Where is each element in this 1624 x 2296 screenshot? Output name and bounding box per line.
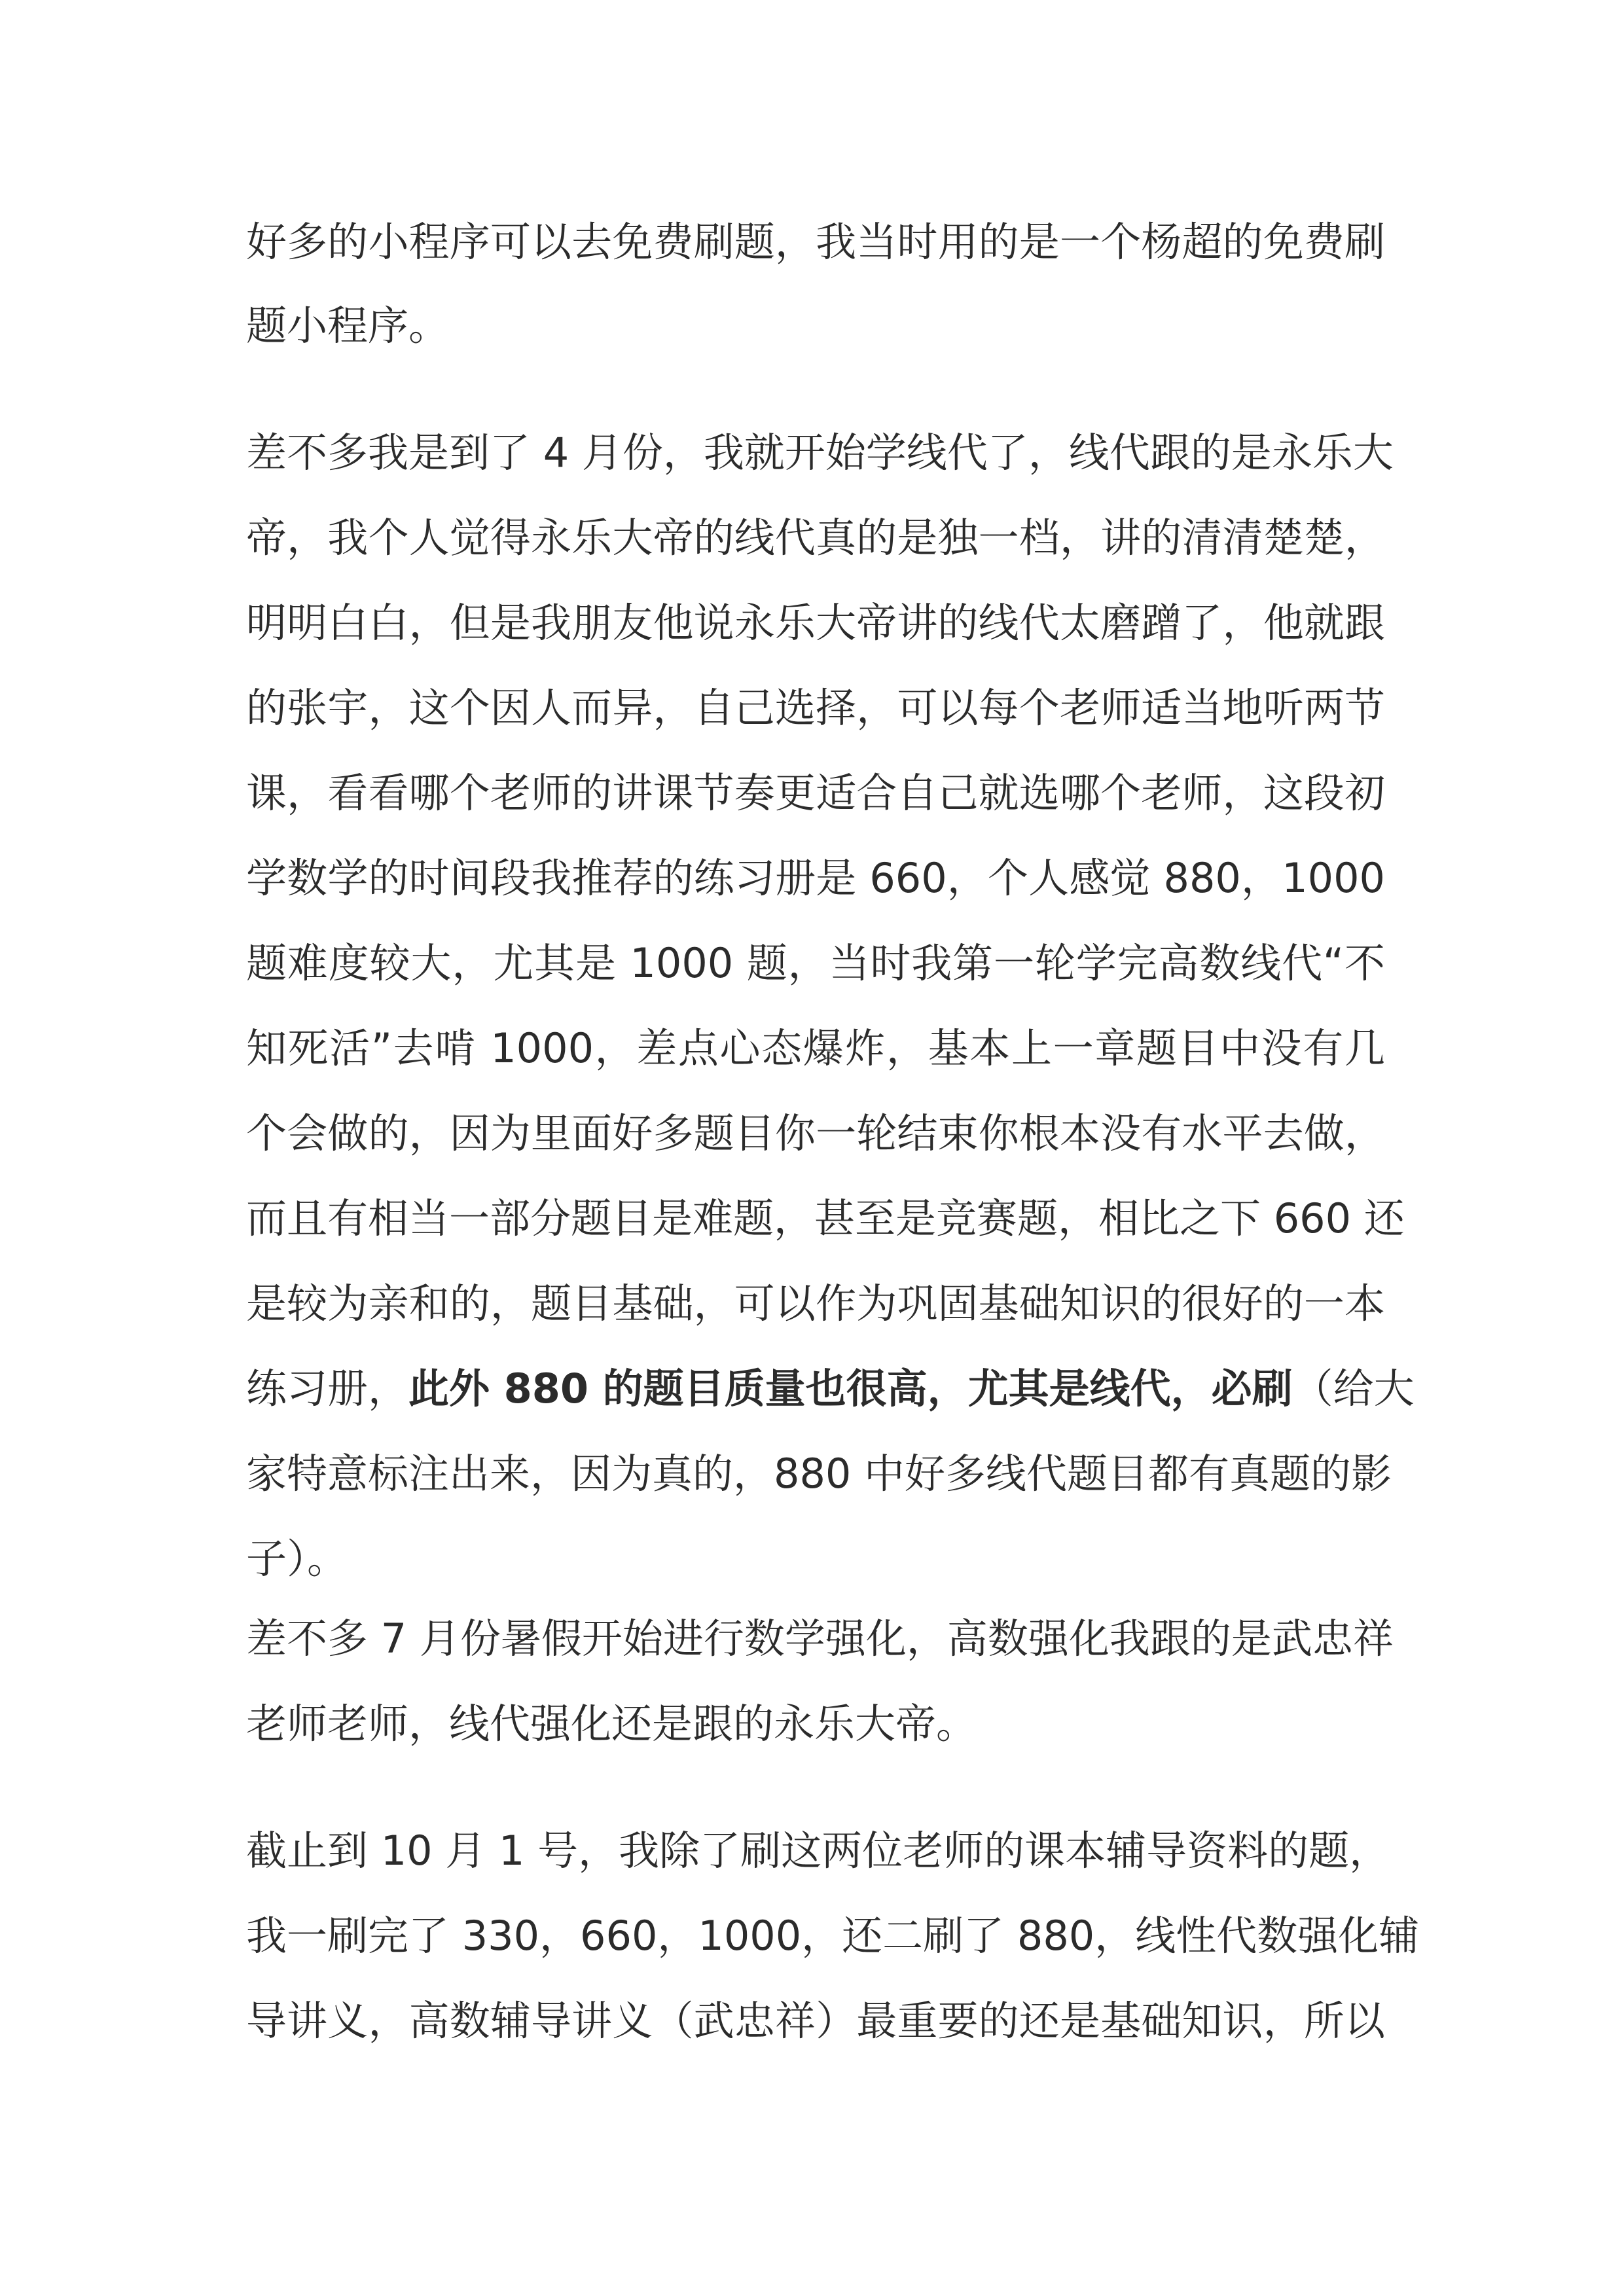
text-line-8: 学数学的时间段我推荐的练习册是 660，个人感觉 880，1000 [246, 854, 1385, 902]
text-line-1: 好多的小程序可以去免费刷题，我当时用的是一个杨超的免费刷 [246, 218, 1385, 266]
text-line-10: 知死活”去啃 1000，差点心态爆炸，基本上一章题目中没有几 [246, 1024, 1385, 1072]
text-line-19: 截止到 10 月 1 号，我除了刷这两位老师的课本辅导资料的题， [246, 1827, 1390, 1874]
text-line-14-post: （给大 [1292, 1365, 1415, 1412]
text-line-7: 课，看看哪个老师的讲课节奏更适合自己就选哪个老师，这段初 [246, 769, 1385, 817]
text-line-12: 而且有相当一部分题目是难题，甚至是竞赛题，相比之下 660 还 [246, 1194, 1405, 1242]
text-line-5: 明明白白，但是我朋友他说永乐大帝讲的线代太磨蹭了，他就跟 [246, 599, 1385, 647]
text-line-14 [246, 1363, 1415, 1415]
text-line-6: 的张宇，这个因人而异，自己选择，可以每个老师适当地听两节 [246, 684, 1385, 732]
text-line-9: 题难度较大，尤其是 1000 题，当时我第一轮学完高数线代“不 [246, 939, 1385, 987]
text-line-16: 子）。 [246, 1535, 348, 1583]
text-line-13: 是较为亲和的，题目基础，可以作为巩固基础知识的很好的一本 [246, 1280, 1385, 1327]
text-line-11: 个会做的，因为里面好多题目你一轮结束你根本没有水平去做， [246, 1109, 1385, 1157]
text-line-4: 帝，我个人觉得永乐大帝的线代真的是独一档，讲的清清楚楚， [246, 514, 1385, 562]
bold-emphasis-text: 此外 880 的题目质量也很高，尤其是线代，必刷 [408, 1365, 1293, 1412]
text-line-17: 差不多 7 月份暑假开始进行数学强化，高数强化我跟的是武忠祥 [246, 1615, 1394, 1662]
text-line-21: 导讲义，高数辅导讲义（武忠祥）最重要的还是基础知识，所以 [246, 1997, 1385, 2045]
text-line-18: 老师老师，线代强化还是跟的永乐大帝。 [246, 1700, 977, 1748]
text-line-3: 差不多我是到了 4 月份，我就开始学线代了，线代跟的是永乐大 [246, 429, 1394, 476]
text-line-14-pre: 练习册， [246, 1365, 409, 1412]
text-line-2: 题小程序。 [246, 302, 450, 350]
text-line-20: 我一刷完了 330，660，1000，还二刷了 880，线性代数强化辅 [246, 1912, 1420, 1960]
text-line-15: 家特意标注出来，因为真的，880 中好多线代题目都有真题的影 [246, 1450, 1392, 1498]
